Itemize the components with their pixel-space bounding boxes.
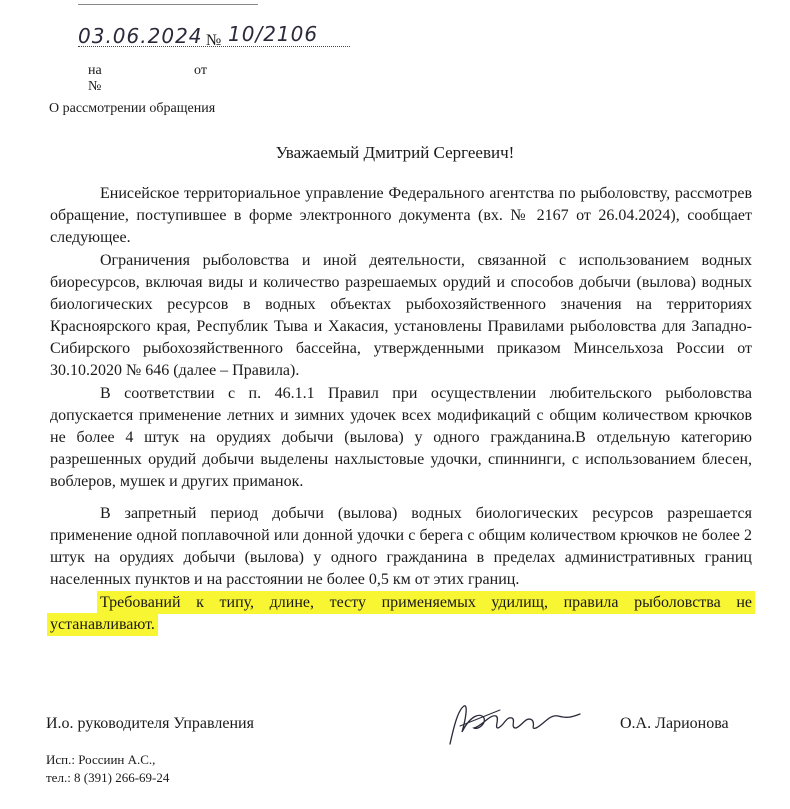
paragraph-5-highlighted bbox=[50, 592, 752, 636]
executor-phone: тел.: 8 (391) 266-69-24 bbox=[46, 770, 170, 785]
paragraph-2: Ограничения рыболовства и иной деятельности, связанной с использованием водных биоресурсов, включая виды и количество разрешаемых орудий и способов добычи (вылова) водных биологических ресурсов в водных объектах рыбохозяйственного значения на территориях Красноярского края, Республик Тыва и Хакасия, установлены Правилами рыболовства для Западно-Сибирского рыбохозяйственного бассейна, утвержденными приказом Минсельхоза России от 30.10.2020 № 646 (далее – Правила). bbox=[50, 252, 752, 379]
signatory-name: О.А. Ларионова bbox=[620, 715, 729, 732]
paragraph-3: В соответствии с п. 46.1.1 Правил при осуществлении любительского рыболовства допускается применение летних и зимних удочек всех модификаций с общим количеством крючков не более 4 штук на орудиях добычи (вылова) у одного гражданина.В отдельную категорию разрешенных орудий добычи выделены нахлыстовые удочки, спиннинги, с использованием блесен, воблеров, мушек и других приманок. bbox=[50, 385, 752, 490]
executor-name: Исп.: Россиин А.С., bbox=[46, 752, 156, 767]
registration-date: 03.06.2024 bbox=[78, 24, 203, 48]
registration-dotted-line bbox=[78, 46, 350, 47]
paragraph-1: Енисейское территориальное управление Федерального агентства по рыболовству, рассмотрев обращение, поступившее в форме электронного документа (вх. № 2167 от 26.04.2024), сообщает следующее. bbox=[50, 185, 752, 246]
letter-subject: О рассмотрении обращения bbox=[49, 101, 216, 116]
registration-number-label: № bbox=[206, 32, 222, 49]
signatory-position: И.о. руководителя Управления bbox=[46, 715, 254, 732]
greeting: Уважаемый Дмитрий Сергеевич! bbox=[275, 143, 515, 162]
registration-line bbox=[78, 22, 353, 52]
top-strike-line bbox=[78, 0, 258, 5]
reply-date-label: от bbox=[194, 63, 207, 78]
highlighted-text: Требований к типу, длине, тесту применяемых удилищ, правила рыболовства не устанавливают. bbox=[50, 594, 752, 633]
paragraph-4: В запретный период добычи (вылова) водных биологических ресурсов разрешается применение одной поплавочной или донной удочки с берега с общим количеством крючков не более 2 штук на орудиях добычи (вылова) у одного гражданина в пределах административных границ населенных пунктов и на расстоянии не более 0,5 км от этих границ. bbox=[50, 505, 752, 588]
reply-number-label: на № bbox=[88, 63, 102, 94]
letter-body bbox=[50, 183, 752, 636]
registration-number: 10/2106 bbox=[228, 22, 319, 46]
handwritten-signature bbox=[440, 696, 590, 756]
